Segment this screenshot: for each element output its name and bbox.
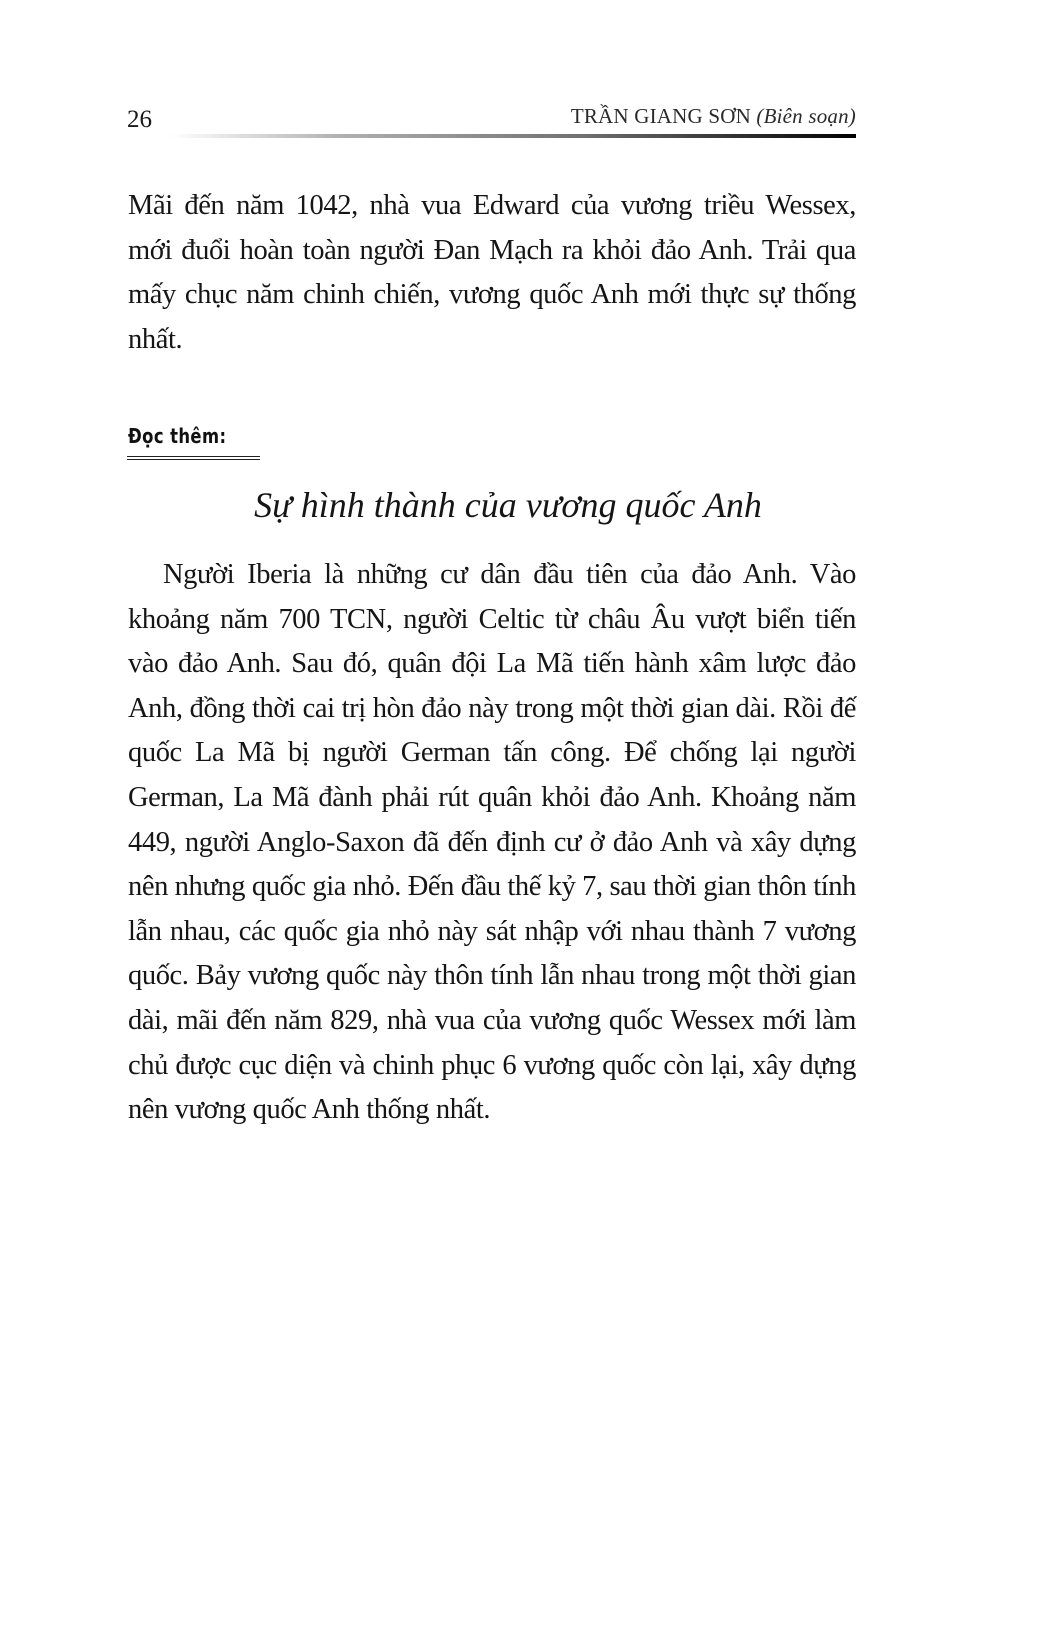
intro-paragraph: Mãi đến năm 1042, nhà vua Edward của vương triều Wessex, mới đuổi hoàn toàn người Đan Mạch ra khỏi đảo Anh. Trải qua mấy chục năm chinh chiến, vương quốc Anh mới thực sự thống nhất. xyxy=(128,190,856,355)
read-more-body: Người Iberia là những cư dân đầu tiên của đảo Anh. Vào khoảng năm 700 TCN, người Celtic từ châu Âu vượt biển tiến vào đảo Anh. Sau đó, quân đội La Mã tiến hành xâm lược đảo Anh, đồng thời cai trị hòn đảo này trong một thời gian dài. Rồi đế quốc La Mã bị người German tấn công. Để chống lại người German, La Mã đành phải rút quân khỏi đảo Anh. Khoảng năm 449, người Anglo-Saxon đã đến định cư ở đảo Anh và xây dựng nên nhưng quốc gia nhỏ. Đến đầu thế kỷ 7, sau thời gian thôn tính lẫn nhau, các quốc gia nhỏ này sát nhập với nhau thành 7 vương quốc. Bảy vương quốc này thôn tính lẫn nhau trong một thời gian dài, mãi đến năm 829, nhà vua của vương quốc Wessex mới làm chủ được cục diện và chinh phục 6 vương quốc còn lại, xây dựng nên vương quốc Anh thống nhất. xyxy=(128,559,856,1126)
section-title-wrapper xyxy=(0,484,1040,526)
read-more-label: Đọc thêm: xyxy=(128,424,227,448)
running-head xyxy=(571,104,856,129)
header-divider xyxy=(170,134,856,138)
author-name: TRẦN GIANG SƠN xyxy=(570,104,751,128)
read-more-underline xyxy=(127,456,260,460)
page-number: 26 xyxy=(127,106,152,133)
author-role: (Biên soạn) xyxy=(756,104,856,128)
section-title: Sự hình thành của vương quốc Anh xyxy=(254,485,762,525)
